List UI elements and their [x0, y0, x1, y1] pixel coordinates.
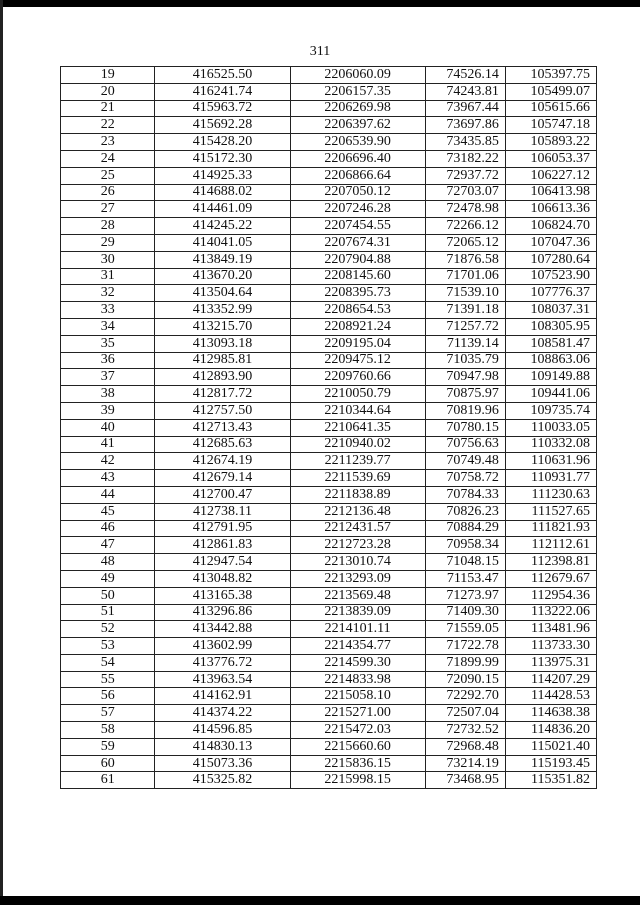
table-cell: 108581.47 [505, 335, 596, 352]
table-cell: 2215271.00 [290, 705, 425, 722]
table-cell: 2208145.60 [290, 268, 425, 285]
table-cell: 56 [61, 688, 155, 705]
table-cell: 110332.08 [505, 436, 596, 453]
table-cell: 115193.45 [505, 755, 596, 772]
table-cell: 412679.14 [155, 470, 290, 487]
table-row [61, 67, 597, 84]
table-cell: 110033.05 [505, 419, 596, 436]
table-cell: 2209475.12 [290, 352, 425, 369]
table-cell: 2206269.98 [290, 100, 425, 117]
table-cell: 2213569.48 [290, 587, 425, 604]
table-row [61, 100, 597, 117]
table-row [61, 285, 597, 302]
table-cell: 413670.20 [155, 268, 290, 285]
table-cell: 2211838.89 [290, 486, 425, 503]
table-cell: 26 [61, 184, 155, 201]
table-cell: 114428.53 [505, 688, 596, 705]
table-cell: 2211539.69 [290, 470, 425, 487]
table-row [61, 486, 597, 503]
table-cell: 43 [61, 470, 155, 487]
table-cell: 71539.10 [425, 285, 505, 302]
table-row [61, 369, 597, 386]
table-cell: 28 [61, 218, 155, 235]
table-cell: 25 [61, 167, 155, 184]
table-cell: 105615.66 [505, 100, 596, 117]
table-cell: 70749.48 [425, 453, 505, 470]
table-cell: 30 [61, 251, 155, 268]
table-cell: 109735.74 [505, 402, 596, 419]
table-row [61, 167, 597, 184]
table-row [61, 218, 597, 235]
table-row [61, 386, 597, 403]
table-cell: 37 [61, 369, 155, 386]
table-row [61, 520, 597, 537]
table-cell: 106053.37 [505, 150, 596, 167]
table-cell: 41 [61, 436, 155, 453]
table-cell: 416241.74 [155, 83, 290, 100]
table-cell: 2212136.48 [290, 503, 425, 520]
table-cell: 73182.22 [425, 150, 505, 167]
table-cell: 2206696.40 [290, 150, 425, 167]
table-cell: 415428.20 [155, 134, 290, 151]
table-row [61, 621, 597, 638]
table-cell: 412817.72 [155, 386, 290, 403]
table-cell: 19 [61, 67, 155, 84]
table-cell: 412757.50 [155, 402, 290, 419]
table-cell: 31 [61, 268, 155, 285]
table-cell: 34 [61, 318, 155, 335]
table-cell: 2213839.09 [290, 604, 425, 621]
table-cell: 72478.98 [425, 201, 505, 218]
table-row [61, 587, 597, 604]
table-cell: 48 [61, 554, 155, 571]
table-cell: 412791.95 [155, 520, 290, 537]
table-cell: 2206866.64 [290, 167, 425, 184]
table-cell: 71701.06 [425, 268, 505, 285]
table-cell: 107523.90 [505, 268, 596, 285]
table-cell: 72292.70 [425, 688, 505, 705]
table-cell: 71048.15 [425, 554, 505, 571]
table-cell: 47 [61, 537, 155, 554]
table-row [61, 83, 597, 100]
table-cell: 70819.96 [425, 402, 505, 419]
table-cell: 2215998.15 [290, 772, 425, 789]
table-cell: 2206539.90 [290, 134, 425, 151]
table-cell: 44 [61, 486, 155, 503]
table-cell: 2215472.03 [290, 722, 425, 739]
table-cell: 414374.22 [155, 705, 290, 722]
table-row [61, 537, 597, 554]
table-cell: 71391.18 [425, 302, 505, 319]
table-cell: 70947.98 [425, 369, 505, 386]
table-row [61, 117, 597, 134]
table-cell: 110631.96 [505, 453, 596, 470]
table-row [61, 184, 597, 201]
table-cell: 2214599.30 [290, 654, 425, 671]
table-cell: 2206060.09 [290, 67, 425, 84]
table-cell: 2208395.73 [290, 285, 425, 302]
table-cell: 412700.47 [155, 486, 290, 503]
table-cell: 414041.05 [155, 234, 290, 251]
coordinates-table [60, 66, 597, 789]
table-cell: 32 [61, 285, 155, 302]
table-cell: 2212723.28 [290, 537, 425, 554]
table-cell: 59 [61, 738, 155, 755]
table-cell: 71035.79 [425, 352, 505, 369]
table-cell: 412985.81 [155, 352, 290, 369]
table-cell: 2213010.74 [290, 554, 425, 571]
table-cell: 105499.07 [505, 83, 596, 100]
table-cell: 412674.19 [155, 453, 290, 470]
table-cell: 72968.48 [425, 738, 505, 755]
table-row [61, 705, 597, 722]
table-cell: 2207904.88 [290, 251, 425, 268]
table-cell: 72937.72 [425, 167, 505, 184]
table-cell: 70758.72 [425, 470, 505, 487]
table-cell: 2212431.57 [290, 520, 425, 537]
table-row [61, 570, 597, 587]
page-number: 311 [309, 44, 331, 59]
table-cell: 113222.06 [505, 604, 596, 621]
table-cell: 71409.30 [425, 604, 505, 621]
table-cell: 413776.72 [155, 654, 290, 671]
table-cell: 114638.38 [505, 705, 596, 722]
table-cell: 33 [61, 302, 155, 319]
table-cell: 60 [61, 755, 155, 772]
table-cell: 105397.75 [505, 67, 596, 84]
table-cell: 414245.22 [155, 218, 290, 235]
table-cell: 71257.72 [425, 318, 505, 335]
table-cell: 71899.99 [425, 654, 505, 671]
table-cell: 2213293.09 [290, 570, 425, 587]
table-cell: 51 [61, 604, 155, 621]
table-cell: 20 [61, 83, 155, 100]
table-cell: 412713.43 [155, 419, 290, 436]
table-cell: 52 [61, 621, 155, 638]
table-cell: 413352.99 [155, 302, 290, 319]
table-cell: 53 [61, 638, 155, 655]
table-row [61, 554, 597, 571]
table-row [61, 688, 597, 705]
table-cell: 2207246.28 [290, 201, 425, 218]
scan-bottom-border [0, 896, 640, 905]
table-cell: 49 [61, 570, 155, 587]
table-cell: 2209760.66 [290, 369, 425, 386]
table-cell: 35 [61, 335, 155, 352]
table-row [61, 738, 597, 755]
table-cell: 72507.04 [425, 705, 505, 722]
table-cell: 2214101.11 [290, 621, 425, 638]
table-cell: 72703.07 [425, 184, 505, 201]
table-cell: 110931.77 [505, 470, 596, 487]
table-cell: 415325.82 [155, 772, 290, 789]
table-cell: 2207050.12 [290, 184, 425, 201]
table-cell: 413048.82 [155, 570, 290, 587]
table-cell: 414596.85 [155, 722, 290, 739]
table-cell: 71273.97 [425, 587, 505, 604]
table-cell: 413442.88 [155, 621, 290, 638]
table-row [61, 268, 597, 285]
table-cell: 2209195.04 [290, 335, 425, 352]
table-cell: 45 [61, 503, 155, 520]
table-cell: 72065.12 [425, 234, 505, 251]
table-row [61, 470, 597, 487]
table-cell: 112679.67 [505, 570, 596, 587]
table-cell: 39 [61, 402, 155, 419]
table-cell: 413296.86 [155, 604, 290, 621]
table-row [61, 134, 597, 151]
table-cell: 2207674.31 [290, 234, 425, 251]
table-cell: 416525.50 [155, 67, 290, 84]
table-cell: 70780.15 [425, 419, 505, 436]
table-cell: 111821.93 [505, 520, 596, 537]
table-cell: 70875.97 [425, 386, 505, 403]
table-cell: 2210050.79 [290, 386, 425, 403]
table-cell: 36 [61, 352, 155, 369]
table-cell: 415692.28 [155, 117, 290, 134]
table-cell: 413215.70 [155, 318, 290, 335]
table-cell: 413504.64 [155, 285, 290, 302]
table-cell: 2207454.55 [290, 218, 425, 235]
table-row [61, 352, 597, 369]
table-cell: 27 [61, 201, 155, 218]
table-cell: 111230.63 [505, 486, 596, 503]
table-row [61, 453, 597, 470]
table-row [61, 150, 597, 167]
table-cell: 2210641.35 [290, 419, 425, 436]
table-cell: 2206157.35 [290, 83, 425, 100]
table-cell: 2208921.24 [290, 318, 425, 335]
table-cell: 71559.05 [425, 621, 505, 638]
table-cell: 107776.37 [505, 285, 596, 302]
table-cell: 115351.82 [505, 772, 596, 789]
table-cell: 73214.19 [425, 755, 505, 772]
table-cell: 54 [61, 654, 155, 671]
table-cell: 2206397.62 [290, 117, 425, 134]
table-cell: 2215660.60 [290, 738, 425, 755]
table-cell: 112398.81 [505, 554, 596, 571]
table-cell: 2215058.10 [290, 688, 425, 705]
table-cell: 72732.52 [425, 722, 505, 739]
table-cell: 111527.65 [505, 503, 596, 520]
table-cell: 42 [61, 453, 155, 470]
table-cell: 70756.63 [425, 436, 505, 453]
table-cell: 2210344.64 [290, 402, 425, 419]
table-cell: 106227.12 [505, 167, 596, 184]
table-cell: 108305.95 [505, 318, 596, 335]
table-cell: 115021.40 [505, 738, 596, 755]
table-cell: 413849.19 [155, 251, 290, 268]
table-cell: 70884.29 [425, 520, 505, 537]
table-cell: 108863.06 [505, 352, 596, 369]
table-cell: 109149.88 [505, 369, 596, 386]
table-cell: 113733.30 [505, 638, 596, 655]
table-cell: 106413.98 [505, 184, 596, 201]
table-cell: 412893.90 [155, 369, 290, 386]
table-cell: 105747.18 [505, 117, 596, 134]
table-cell: 2214354.77 [290, 638, 425, 655]
table-row [61, 503, 597, 520]
table-row [61, 772, 597, 789]
table-cell: 112954.36 [505, 587, 596, 604]
table-cell: 24 [61, 150, 155, 167]
table-cell: 414461.09 [155, 201, 290, 218]
table-cell: 109441.06 [505, 386, 596, 403]
table-cell: 414830.13 [155, 738, 290, 755]
table-cell: 73468.95 [425, 772, 505, 789]
table-cell: 414162.91 [155, 688, 290, 705]
table-cell: 415172.30 [155, 150, 290, 167]
table-row [61, 671, 597, 688]
table-cell: 74243.81 [425, 83, 505, 100]
table-row [61, 722, 597, 739]
table-cell: 71876.58 [425, 251, 505, 268]
table-cell: 70958.34 [425, 537, 505, 554]
table-cell: 2211239.77 [290, 453, 425, 470]
table-cell: 71153.47 [425, 570, 505, 587]
table-cell: 112112.61 [505, 537, 596, 554]
table-cell: 55 [61, 671, 155, 688]
table-cell: 412861.83 [155, 537, 290, 554]
table-cell: 40 [61, 419, 155, 436]
table-cell: 73697.86 [425, 117, 505, 134]
table-row [61, 318, 597, 335]
table-row [61, 436, 597, 453]
table-row [61, 638, 597, 655]
table-cell: 413093.18 [155, 335, 290, 352]
table-cell: 108037.31 [505, 302, 596, 319]
table-cell: 73435.85 [425, 134, 505, 151]
scan-top-border [0, 0, 640, 7]
table-row [61, 302, 597, 319]
table-cell: 2210940.02 [290, 436, 425, 453]
table-cell: 105893.22 [505, 134, 596, 151]
table-cell: 22 [61, 117, 155, 134]
table-cell: 2208654.53 [290, 302, 425, 319]
table-row [61, 201, 597, 218]
table-cell: 72266.12 [425, 218, 505, 235]
scan-left-edge [0, 0, 3, 905]
table-cell: 50 [61, 587, 155, 604]
table-cell: 415963.72 [155, 100, 290, 117]
table-cell: 114207.29 [505, 671, 596, 688]
table-cell: 412947.54 [155, 554, 290, 571]
table-cell: 72090.15 [425, 671, 505, 688]
table-cell: 413963.54 [155, 671, 290, 688]
table-cell: 38 [61, 386, 155, 403]
table-cell: 74526.14 [425, 67, 505, 84]
table-cell: 2214833.98 [290, 671, 425, 688]
table-cell: 70784.33 [425, 486, 505, 503]
table-row [61, 755, 597, 772]
table-cell: 113481.96 [505, 621, 596, 638]
table-cell: 73967.44 [425, 100, 505, 117]
table-row [61, 402, 597, 419]
table-row [61, 419, 597, 436]
table-cell: 107280.64 [505, 251, 596, 268]
table-row [61, 251, 597, 268]
table-cell: 413165.38 [155, 587, 290, 604]
table-cell: 70826.23 [425, 503, 505, 520]
table-row [61, 234, 597, 251]
table-cell: 414925.33 [155, 167, 290, 184]
table-cell: 106613.36 [505, 201, 596, 218]
table-cell: 412738.11 [155, 503, 290, 520]
table-cell: 413602.99 [155, 638, 290, 655]
table-cell: 58 [61, 722, 155, 739]
table-cell: 414688.02 [155, 184, 290, 201]
table-cell: 106824.70 [505, 218, 596, 235]
table-cell: 113975.31 [505, 654, 596, 671]
table-cell: 57 [61, 705, 155, 722]
table-row [61, 654, 597, 671]
table-cell: 61 [61, 772, 155, 789]
table-cell: 71722.78 [425, 638, 505, 655]
table-cell: 21 [61, 100, 155, 117]
table-cell: 107047.36 [505, 234, 596, 251]
table-cell: 29 [61, 234, 155, 251]
table-cell: 46 [61, 520, 155, 537]
table-row [61, 335, 597, 352]
table-cell: 415073.36 [155, 755, 290, 772]
table-cell: 412685.63 [155, 436, 290, 453]
table-cell: 2215836.15 [290, 755, 425, 772]
table-cell: 23 [61, 134, 155, 151]
table-cell: 71139.14 [425, 335, 505, 352]
table-row [61, 604, 597, 621]
table-cell: 114836.20 [505, 722, 596, 739]
table-body [61, 67, 597, 789]
